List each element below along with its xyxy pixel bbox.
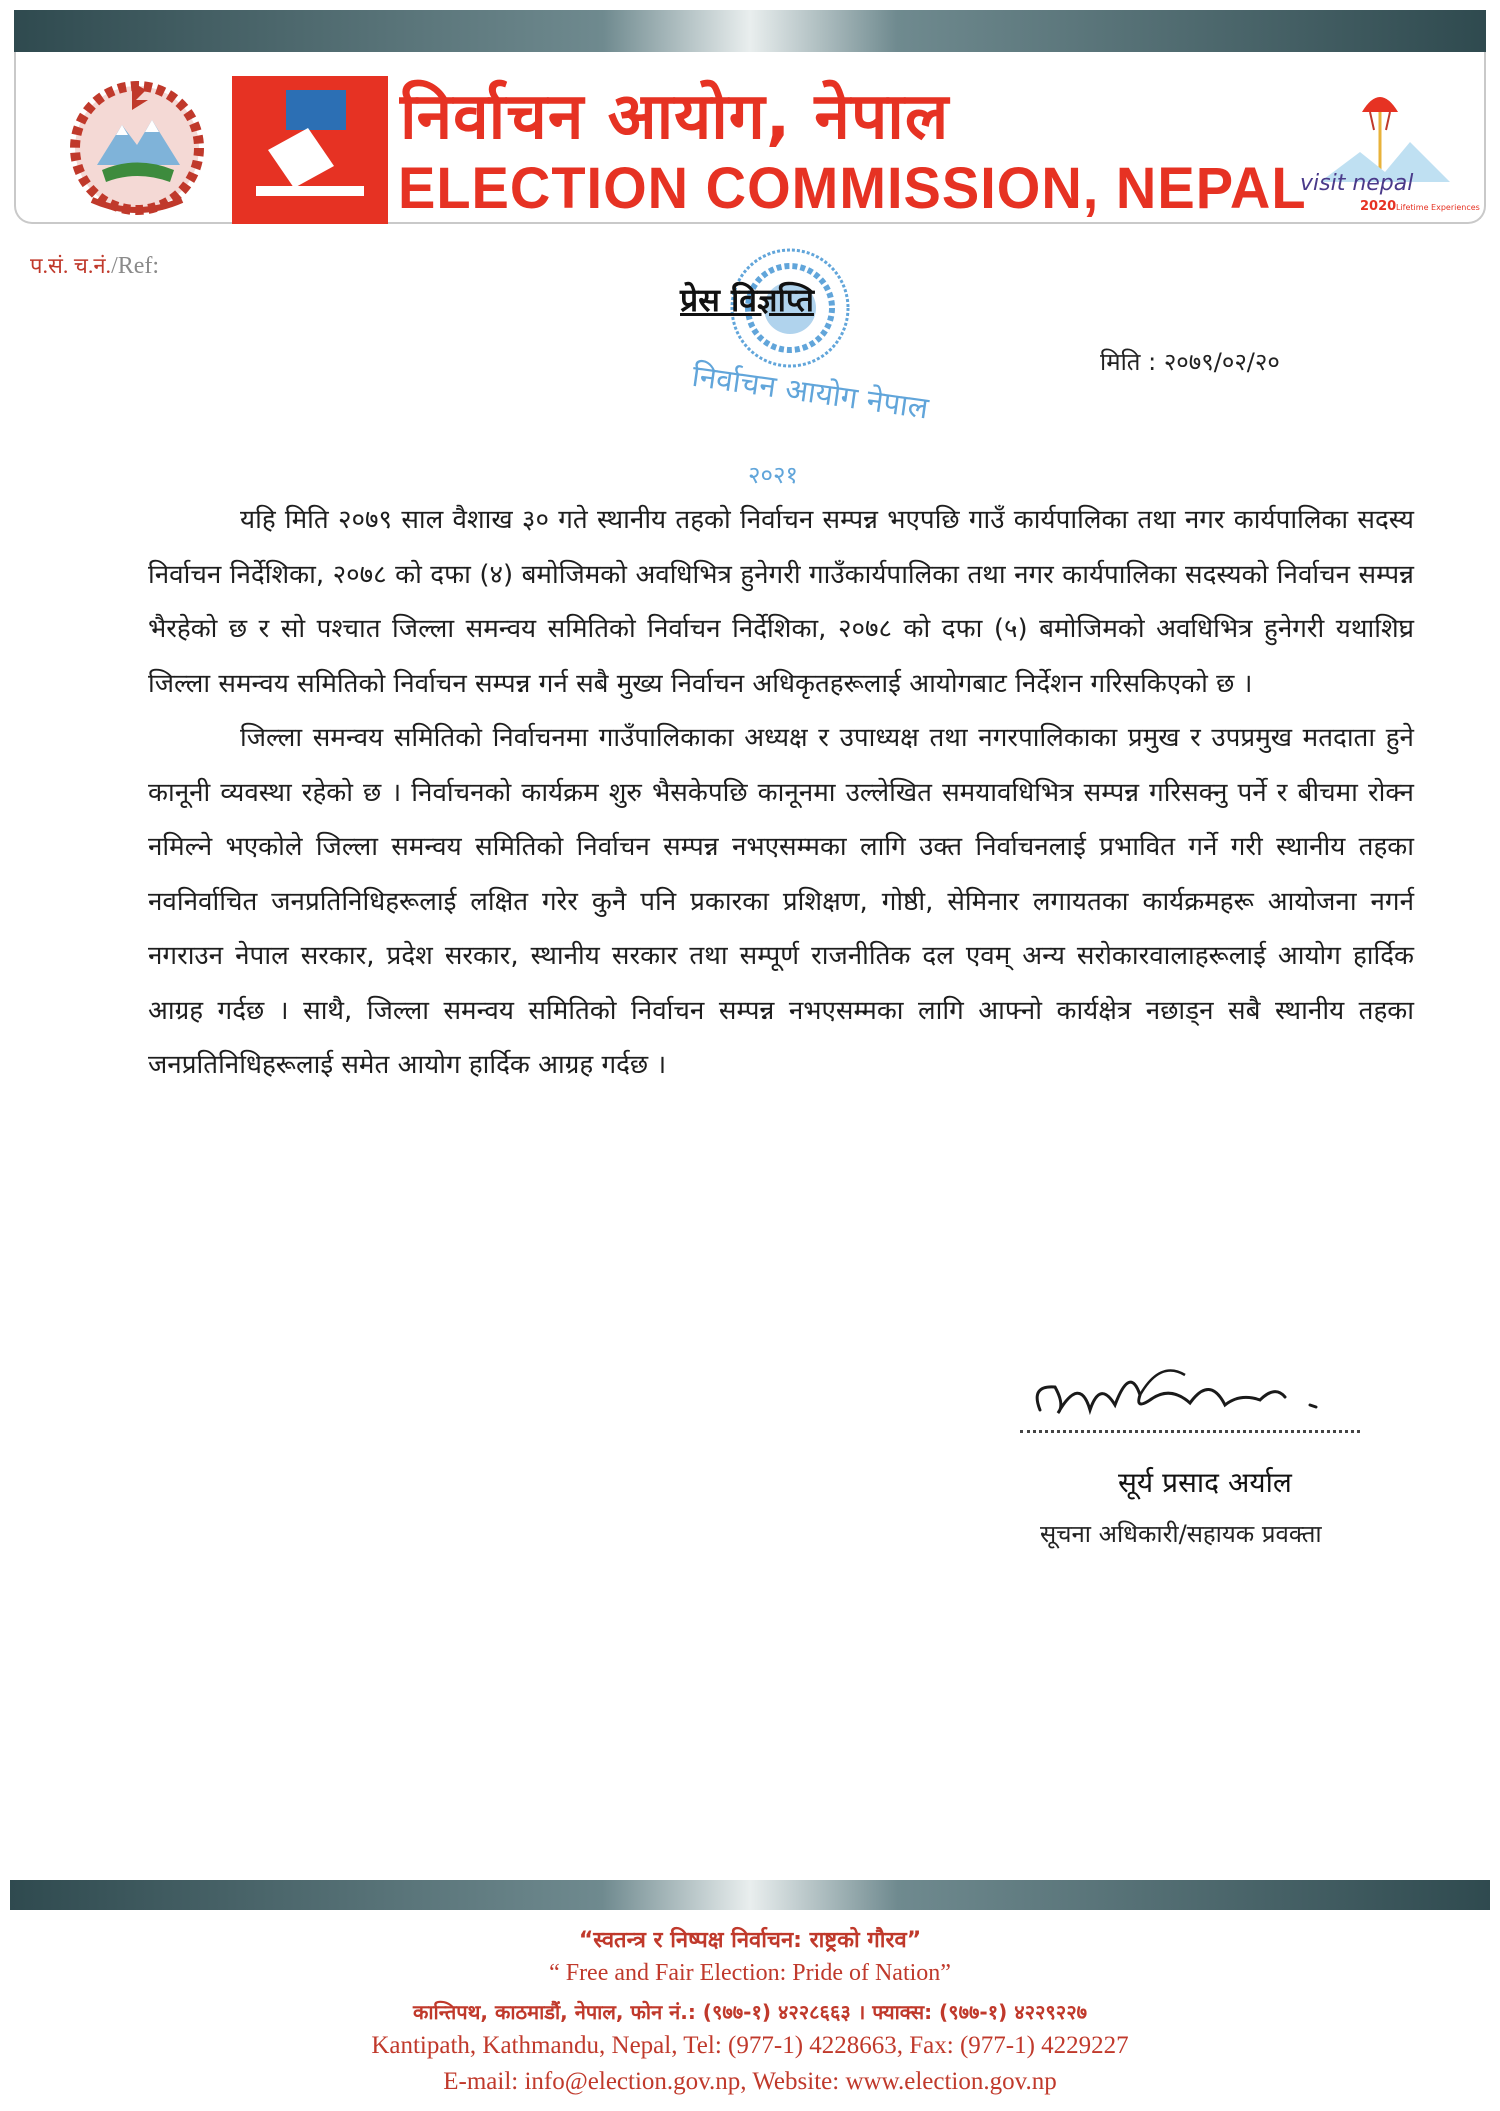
press-release-title: प्रेस विज्ञप्ति: [680, 281, 814, 319]
footer-slogan-english: “ Free and Fair Election: Pride of Nation”: [549, 1960, 951, 1986]
commission-title-english: ELECTION COMMISSION, NEPAL: [398, 154, 1307, 221]
footer-address-english: Kantipath, Kathmandu, Nepal, Tel: (977-1) 4228663, Fax: (977-1) 4229227: [371, 2032, 1129, 2059]
body-paragraph-2: जिल्ला समन्वय समितिको निर्वाचनमा गाउँपालिकाका अध्यक्ष र उपाध्यक्ष तथा नगरपालिकाका प्रमुख र उपप्रमुख मतदाता हुने कानूनी व्यवस्था रहेको छ । निर्वाचनको कार्यक्रम शुरु भैसकेपछि कानूनमा उल्लेखित समयावधिभित्र सम्पन्न गरिसक्नु पर्ने र बीचमा रोक्न नमिल्ने भएकोले जिल्ला समन्वय समितिको निर्वाचन सम्पन्न नभएसम्मका लागि उक्त निर्वाचनलाई प्रभावित गर्ने गरी स्थानीय तहका नवनिर्वाचित जनप्रतिनिधिहरूलाई लक्षित गरेर कुनै पनि प्रकारका प्रशिक्षण, गोष्ठी, सेमिनार लगायतका कार्यक्रमहरू आयोजना नगर्न नगराउन नेपाल सरकार, प्रदेश सरकार, स्थानीय सरकार तथा सम्पूर्ण राजनीतिक दल एवम् अन्य सरोकारवालाहरूलाई आयोग हार्दिक आग्रह गर्दछ । साथै, जिल्ला समन्वय समितिको निर्वाचन सम्पन्न नभएसम्मका लागि आफ्नो कार्यक्षेत्र नछाड्न सबै स्थानीय तहका जनप्रतिनिधिहरूलाई समेत आयोग हार्दिक आग्रह गर्दछ ।: [148, 723, 1414, 1080]
date-line: [1100, 345, 1280, 378]
signature-line: [1020, 1430, 1360, 1433]
ballot-box-icon: [246, 90, 374, 210]
date-label: मिति :: [1100, 348, 1157, 376]
svg-text:2020: 2020: [1360, 199, 1397, 214]
commission-title-nepali: निर्वाचन आयोग, नेपाल: [400, 80, 950, 154]
handwritten-signature: [1020, 1355, 1350, 1435]
svg-text:२०२१: २०२१: [748, 461, 798, 489]
nepal-emblem-icon: [62, 70, 212, 220]
svg-text:Lifetime Experiences: Lifetime Experiences: [1396, 203, 1480, 212]
press-release-body: [148, 493, 1414, 1093]
election-commission-logo: [232, 76, 388, 224]
ref-separator: /: [111, 253, 118, 279]
date-value: २०७९/०२/२०: [1163, 348, 1280, 376]
ref-label-english: Ref:: [117, 253, 160, 279]
signatory-title: सूचना अधिकारी/सहायक प्रवक्ता: [1040, 1520, 1322, 1548]
svg-text:निर्वाचन आयोग नेपाल: निर्वाचन आयोग नेपाल: [689, 358, 931, 427]
commission-seal-stamp: [670, 238, 931, 489]
body-paragraph-1: यहि मिति २०७९ साल वैशाख ३० गते स्थानीय तहको निर्वाचन सम्पन्न भएपछि गाउँ कार्यपालिका तथा नगर कार्यपालिका सदस्य निर्वाचन निर्देशिका, २०७८ को दफा (४) बमोजिमको अवधिभित्र हुनेगरी गाउँकार्यपालिका तथा नगर कार्यपालिका सदस्यको निर्वाचन सम्पन्न भैरहेको छ र सो पश्चात जिल्ला समन्वय समितिको निर्वाचन निर्देशिका, २०७८ को दफा (५) बमोजिमको अवधिभित्र हुनेगरी यथाशिघ्र जिल्ला समन्वय समितिको निर्वाचन सम्पन्न गर्न सबै मुख्य निर्वाचन अधिकृतहरूलाई आयोगबाट निर्देशन गरिसकिएको छ ।: [148, 505, 1414, 699]
svg-text:visit nepal: visit nepal: [1300, 171, 1414, 196]
footer-address-nepali: कान्तिपथ, काठमाडौं, नेपाल, फोन नं.: (९७७-१) ४२२८६६३ । फ्याक्स: (९७७-१) ४२२९२२७: [413, 2000, 1087, 2024]
footer-band: [10, 1880, 1490, 1910]
reference-number: [30, 250, 159, 280]
footer-slogan-nepali: “स्वतन्त्र र निष्पक्ष निर्वाचन: राष्ट्रको गौरव”: [578, 1928, 922, 1953]
signatory-name: सूर्य प्रसाद अर्याल: [1118, 1466, 1292, 1499]
ref-label-nepali: प.सं. च.नं.: [30, 253, 112, 278]
visit-nepal-2020-logo: [1290, 72, 1480, 222]
footer-contact: E-mail: info@election.gov.np, Website: www.election.gov.np: [443, 2068, 1057, 2095]
